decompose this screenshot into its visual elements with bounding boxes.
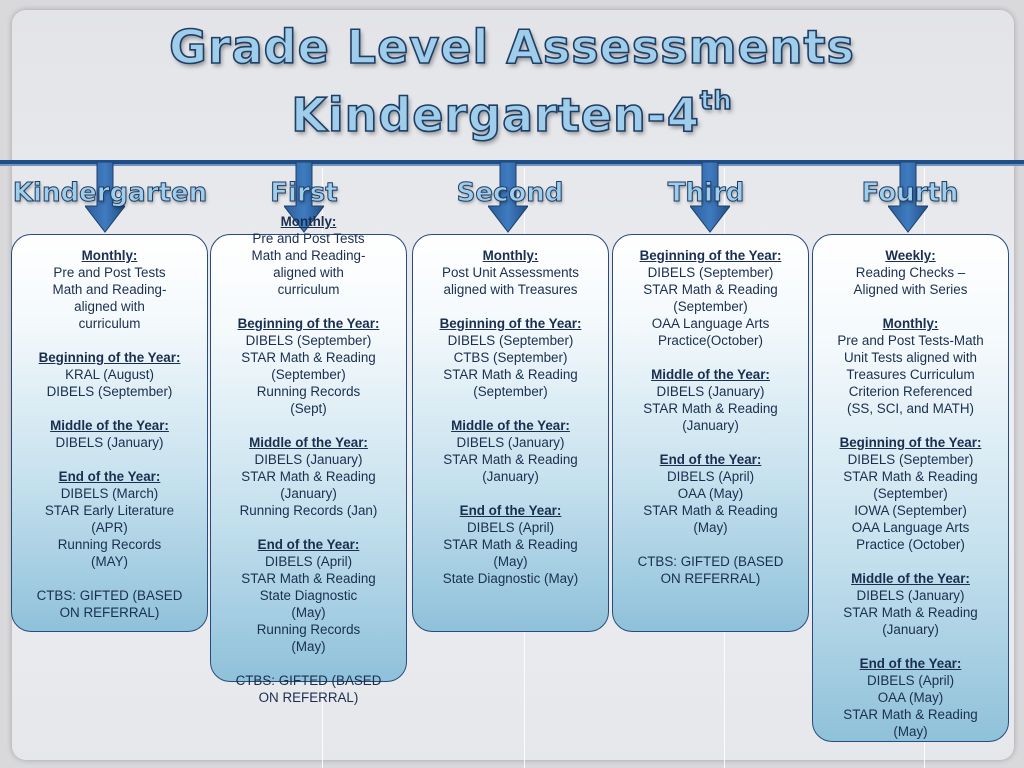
assessment-item: curriculum [78,316,141,331]
assessment-section [413,502,608,587]
assessment-item: Reading Checks – [855,265,966,280]
assessment-item: (January) [482,469,539,484]
assessment-item: Pre and Post Tests [53,265,166,280]
assessment-item: (May) [291,605,326,620]
section-heading: Monthly: [482,248,539,263]
title-line-2: Kindergarten-4 [291,88,700,142]
assessment-item: DIBELS (September) [245,333,372,348]
assessment-item: STAR Math & Reading [643,401,778,416]
assessment-item: DIBELS (April) [466,520,555,535]
assessment-item: Aligned with Series [853,282,968,297]
assessment-section [813,247,1008,298]
assessment-item: (May) [493,554,528,569]
assessment-item: CTBS: GIFTED (BASED [36,588,183,603]
assessment-section [12,349,207,400]
assessment-item: DIBELS (January) [55,435,164,450]
assessment-item: STAR Math & Reading [241,571,376,586]
assessment-item: Treasures Curriculum [846,367,975,382]
assessment-item: DIBELS (September) [46,384,173,399]
assessment-item: STAR Early Literature [44,503,175,518]
assessment-section [813,434,1008,553]
assessment-item: ON REFERRAL) [660,571,761,586]
assessment-section [813,570,1008,638]
assessment-item: IOWA (September) [854,503,967,518]
assessment-item: CTBS: GIFTED (BASED [235,673,382,688]
assessment-section [813,655,1008,740]
assessment-item: (May) [693,520,728,535]
section-heading: End of the Year: [859,656,962,671]
assessment-item: (January) [682,418,739,433]
section-heading: Beginning of the Year: [439,316,582,331]
assessment-item: STAR Math & Reading [843,707,978,722]
assessment-item: STAR Math & Reading [443,452,578,467]
assessment-item: Post Unit Assessments [442,265,579,280]
section-heading: End of the Year: [58,469,161,484]
assessment-item: DIBELS (January) [856,588,965,603]
assessment-item: ON REFERRAL) [258,690,359,705]
grade-heading-kindergarten: Kindergarten [12,178,208,208]
section-heading: Middle of the Year: [50,418,169,433]
page-subtitle [0,86,1024,142]
assessment-item: Criterion Referenced [848,384,973,399]
section-heading: End of the Year: [659,452,762,467]
assessment-section [12,247,207,332]
page-title [0,20,1024,74]
assessment-item: KRAL (August) [65,367,154,382]
assessment-box-first [210,214,407,705]
section-heading: Beginning of the Year: [639,248,782,263]
assessment-section [413,315,608,400]
assessment-section [12,587,207,621]
section-heading: Weekly: [885,248,936,263]
assessment-item: DIBELS (September) [447,333,574,348]
assessment-item: aligned with Treasures [443,282,578,297]
assessment-section [211,672,406,706]
assessment-item: (September) [473,384,548,399]
assessment-item: Running Records [57,537,162,552]
assessment-item: Pre and Post Tests [252,231,365,246]
assessment-item: STAR Math & Reading [241,469,376,484]
assessment-item: OAA Language Arts [651,316,770,331]
section-heading: Middle of the Year: [249,435,368,450]
assessment-section [413,417,608,485]
section-heading: Monthly: [81,248,138,263]
section-heading: End of the Year: [257,537,360,552]
assessment-item: STAR Math & Reading [843,605,978,620]
assessment-section [211,213,406,298]
assessment-item: (Sept) [290,401,327,416]
assessment-item: (January) [280,486,337,501]
assessment-item: aligned with [273,265,344,280]
section-heading: Beginning of the Year: [237,316,380,331]
assessment-section [613,366,808,434]
assessment-item: DIBELS (September) [647,265,774,280]
assessment-item: Math and Reading- [52,282,167,297]
grade-heading-first: First [270,178,338,208]
assessment-item: STAR Math & Reading [643,503,778,518]
section-heading: Monthly: [280,214,337,229]
assessment-section [211,315,406,417]
assessment-item: Unit Tests aligned with [844,350,977,365]
assessment-section [613,553,808,587]
assessment-item: STAR Math & Reading [443,537,578,552]
assessment-item: (September) [673,299,748,314]
assessment-item: STAR Math & Reading [443,367,578,382]
assessment-item: CTBS (September) [453,350,568,365]
title-superscript: th [699,86,733,116]
assessment-box-third [612,234,809,632]
assessment-item: CTBS: GIFTED (BASED [637,554,784,569]
assessment-item: STAR Math & Reading [643,282,778,297]
assessment-item: DIBELS (April) [666,469,755,484]
assessment-section [813,315,1008,417]
assessment-item: curriculum [277,282,340,297]
assessment-item: Running Records (Jan) [239,503,378,518]
assessment-item: DIBELS (September) [847,452,974,467]
assessment-section [413,247,608,298]
assessment-section [613,451,808,536]
assessment-item: (September) [271,367,346,382]
assessment-item: (May) [893,724,928,739]
section-heading: Middle of the Year: [651,367,770,382]
section-heading: Middle of the Year: [851,571,970,586]
grade-heading-third: Third [667,178,745,208]
assessment-section [211,536,406,655]
assessment-item: ON REFERRAL) [59,605,160,620]
assessment-item: Pre and Post Tests-Math [837,333,984,348]
section-heading: Beginning of the Year: [839,435,982,450]
assessment-item: (APR) [91,520,128,535]
assessment-item: Running Records [256,384,361,399]
title-line-1: Grade Level Assessments [169,20,855,74]
assessment-box-second [412,234,609,632]
assessment-item: Math and Reading- [251,248,366,263]
assessment-item: (September) [873,486,948,501]
assessment-item: STAR Math & Reading [241,350,376,365]
assessment-item: DIBELS (April) [866,673,955,688]
section-heading: End of the Year: [459,503,562,518]
assessment-item: (January) [882,622,939,637]
assessment-item: (May) [291,639,326,654]
section-heading: Monthly: [882,316,939,331]
assessment-item: OAA (May) [677,486,744,501]
assessment-item: STAR Math & Reading [843,469,978,484]
assessment-item: State Diagnostic (May) [442,571,579,586]
assessment-box-fourth [812,234,1009,742]
assessment-item: Practice(October) [658,333,763,348]
grade-heading-second: Second [456,178,564,208]
assessment-item: State Diagnostic [259,588,358,603]
assessment-section [211,434,406,519]
assessment-item: DIBELS (January) [254,452,363,467]
section-heading: Beginning of the Year: [38,350,181,365]
assessment-item: Running Records [256,622,361,637]
assessment-item: Practice (October) [856,537,965,552]
assessment-item: DIBELS (January) [456,435,565,450]
assessment-item: OAA (May) [877,690,944,705]
assessment-section [12,417,207,451]
assessment-item: aligned with [74,299,145,314]
assessment-item: DIBELS (March) [60,486,159,501]
assessment-section [12,468,207,570]
assessment-box-kindergarten [11,234,208,632]
assessment-section [613,247,808,349]
section-heading: Middle of the Year: [451,418,570,433]
assessment-item: (SS, SCI, and MATH) [847,401,974,416]
assessment-item: (MAY) [91,554,128,569]
assessment-item: DIBELS (April) [264,554,353,569]
assessment-item: DIBELS (January) [656,384,765,399]
grade-heading-fourth: Fourth [861,178,959,208]
assessment-item: OAA Language Arts [851,520,970,535]
